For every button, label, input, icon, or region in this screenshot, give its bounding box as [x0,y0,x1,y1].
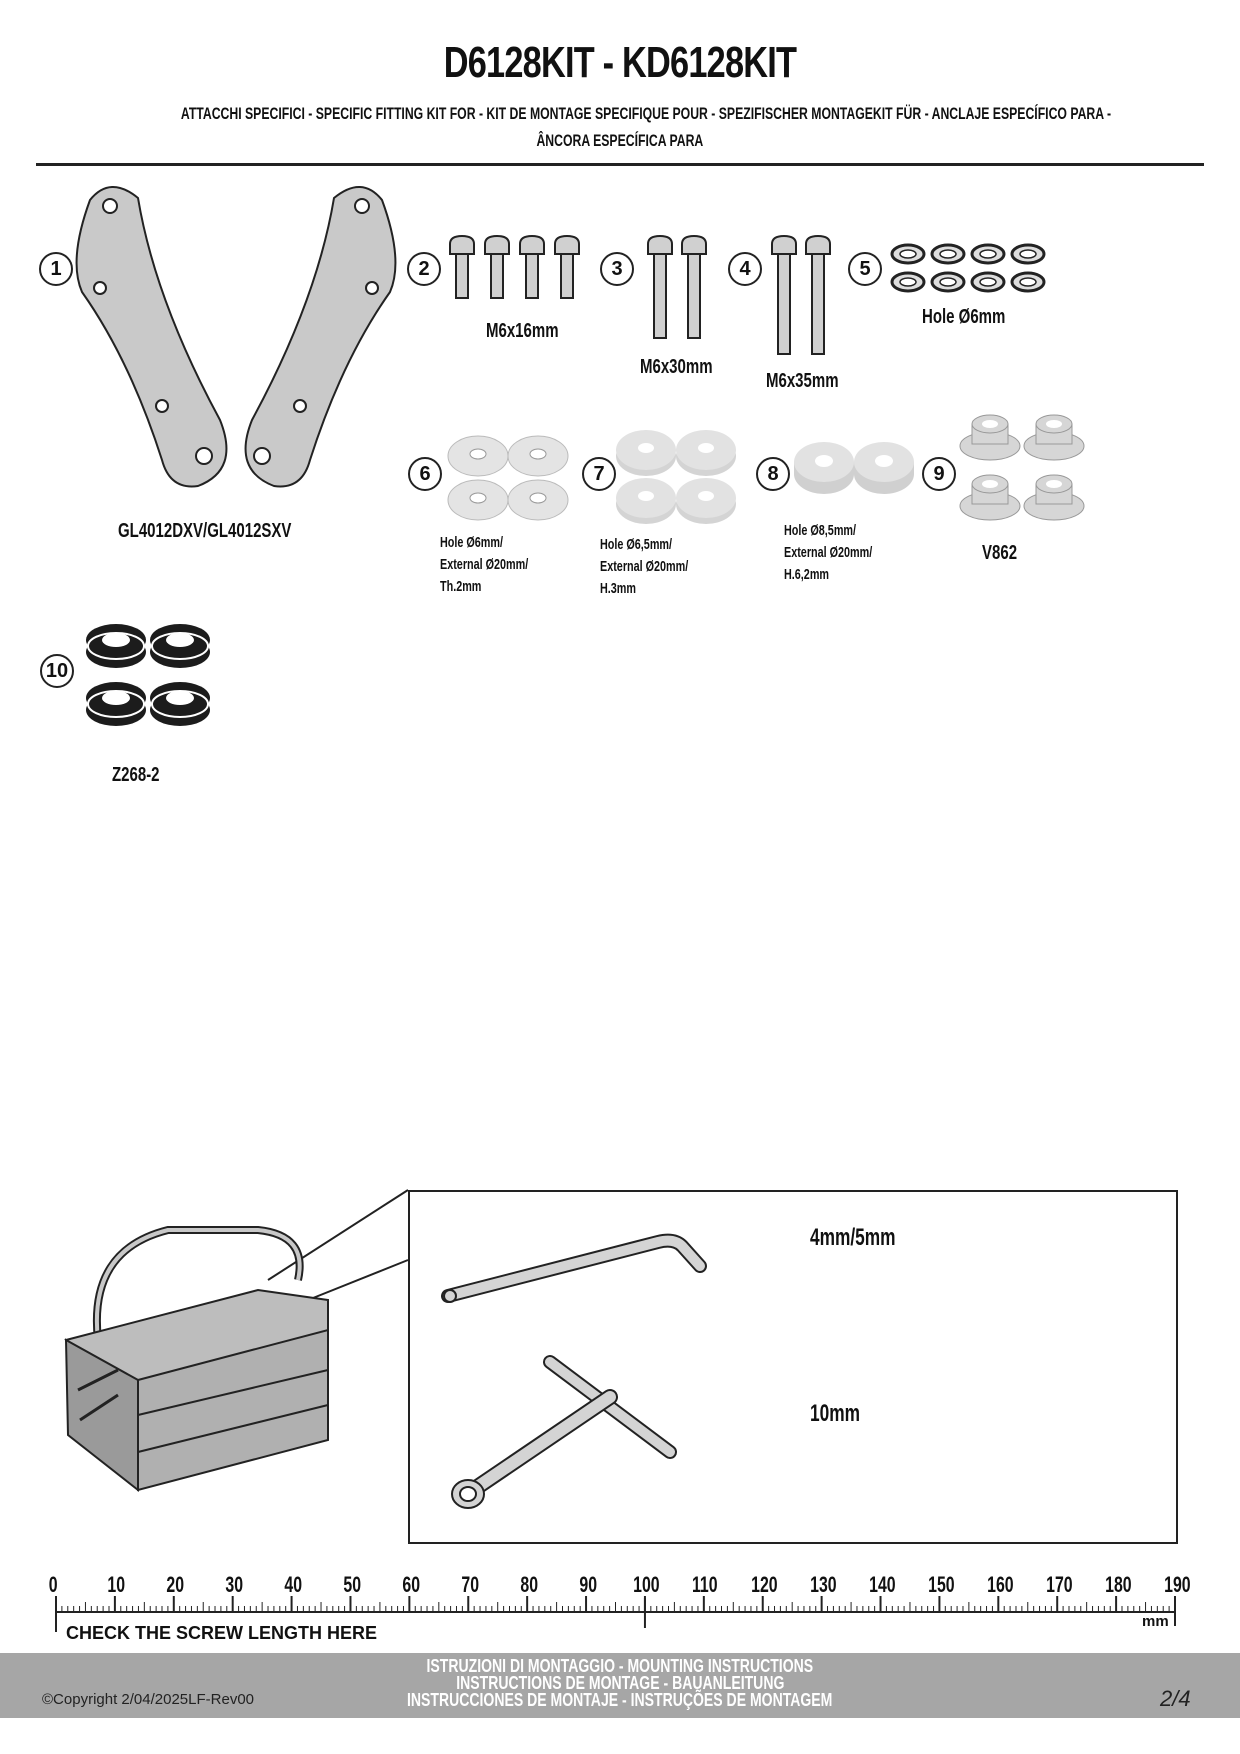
ruler-label: 0 [48,1572,58,1597]
part-spec-6: Hole Ø6mm/ External Ø20mm/ Th.2mm [440,534,529,595]
header-divider [36,163,1204,166]
thick-washers-icon [614,426,738,526]
toolbox-icon [58,1190,418,1520]
part-label-10: Z268-2 [112,764,160,786]
subtitle-line-2: ÂNCORA ESPECÍFICA PARA [536,131,704,150]
ruler-label: 50 [343,1572,362,1597]
part-spec-8: Hole Ø8,5mm/ External Ø20mm/ H.6,2mm [784,522,873,583]
page-title: D6128KIT - KD6128KIT [443,38,797,87]
socket-wrench-icon [440,1342,700,1522]
ruler-label: 120 [751,1572,778,1597]
part-number-1: 1 [39,252,73,286]
allen-key-icon [438,1212,718,1312]
spring-washers-icon [888,240,1048,300]
footer-line-1: ISTRUZIONI DI MONTAGGIO - MOUNTING INSTRUCTIONS [426,1656,814,1676]
ruler-label: 180 [1105,1572,1132,1597]
part-number-9: 9 [922,457,956,491]
long-screws-icon [770,234,840,360]
footer-line-3: INSTRUCCIONES DE MONTAJE - INSTRUÇÕES DE MONTAGEM [407,1690,833,1710]
ruler-label: 90 [579,1572,598,1597]
bushings-icon [958,412,1090,524]
ruler-caption: CHECK THE SCREW LENGTH HERE [66,1623,378,1643]
ruler-label: 100 [633,1572,660,1597]
ruler-label: 10 [107,1572,126,1597]
part-label-1: GL4012DXV/GL4012SXV [118,520,292,542]
ruler-label: 20 [166,1572,185,1597]
ruler-label: 140 [869,1572,896,1597]
part-label-2: M6x16mm [486,320,559,342]
ruler-label: 40 [284,1572,303,1597]
part-label-3: M6x30mm [640,356,713,378]
ruler-label: 150 [928,1572,955,1597]
rubber-grommets-icon [84,618,214,738]
ruler-label: 160 [987,1572,1014,1597]
part-number-10: 10 [40,654,74,688]
ruler-label: 80 [520,1572,539,1597]
page-number: 2/4 [1160,1686,1191,1711]
flat-washers-icon [446,432,570,524]
ruler-label: 60 [402,1572,421,1597]
spacers-icon [792,440,916,500]
copyright-text: ©Copyright 2/04/2025LF-Rev00 [42,1691,255,1708]
part-number-7: 7 [582,457,616,491]
allen-key-size: 4mm/5mm [810,1224,896,1251]
medium-screws-icon [646,234,716,344]
ruler-label: 70 [461,1572,480,1597]
part-number-2: 2 [407,252,441,286]
ruler-label: 30 [225,1572,244,1597]
part-spec-7: Hole Ø6,5mm/ External Ø20mm/ H.3mm [600,536,689,597]
part-label-4: M6x35mm [766,370,839,392]
short-screws-icon [448,234,588,304]
part-number-3: 3 [600,252,634,286]
ruler-unit: mm [1142,1613,1169,1630]
ruler-label: 130 [810,1572,837,1597]
part-number-4: 4 [728,252,762,286]
ruler-label: 170 [1046,1572,1073,1597]
part-number-6: 6 [408,457,442,491]
ruler-label: 190 [1164,1572,1191,1597]
bracket-plates-icon [70,180,400,500]
part-number-5: 5 [848,252,882,286]
socket-wrench-size: 10mm [810,1400,860,1427]
tools-panel [408,1190,1178,1544]
subtitle-line-1: ATTACCHI SPECIFICI - SPECIFIC FITTING KIT FOR - KIT DE MONTAGE SPECIFIQUE POUR - SPEZIFISCHER MONTAGEKIT FÜR - ANCLAJE ESPECÍFICO PARA - [180,104,1112,123]
footer-bar [0,1653,1240,1718]
footer-line-2: INSTRUCTIONS DE MONTAGE - BAUANLEITUNG [455,1673,785,1693]
ruler-label: 110 [691,1572,718,1597]
part-label-5: Hole Ø6mm [922,306,1006,328]
part-number-8: 8 [756,457,790,491]
part-label-9: V862 [982,542,1018,564]
